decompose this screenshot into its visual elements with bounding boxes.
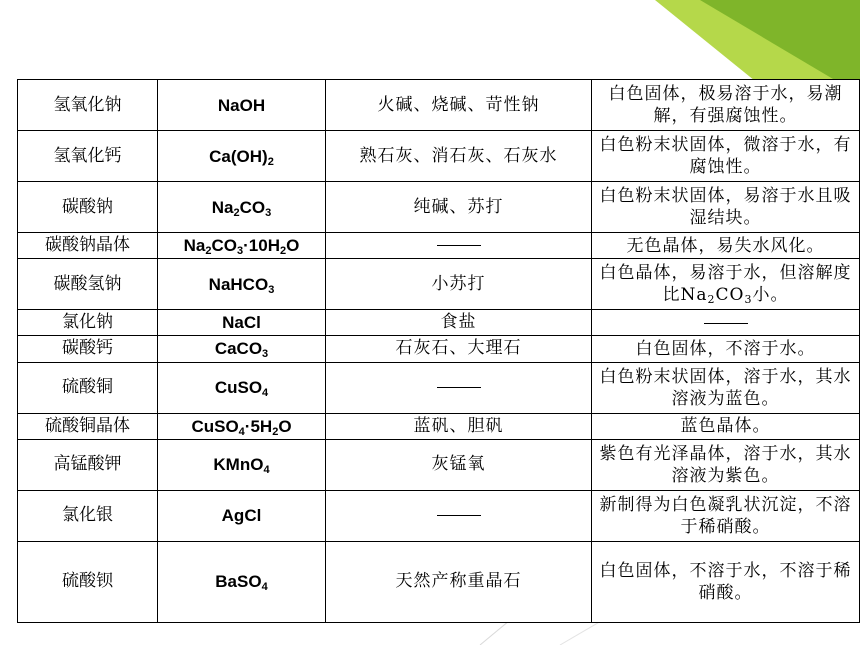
alias-cell [326,362,592,413]
formula-cell: $CuSO_4\cdot 5H_2O$ [158,413,326,439]
alias-cell: 灰锰氧 [326,439,592,490]
name-cell: 氢氧化钙 [18,131,158,182]
table-row [18,413,860,439]
table-row [18,490,860,541]
table-row [18,336,860,362]
description-cell [592,310,860,336]
alias-cell: 熟石灰、消石灰、石灰水 [326,131,592,182]
alias-cell: 天然产称重晶石 [326,541,592,622]
alias-cell: 石灰石、大理石 [326,336,592,362]
name-cell: 碳酸钙 [18,336,158,362]
formula-cell: BaSO$_4$ [158,541,326,622]
name-cell: 氯化钠 [18,310,158,336]
formula-cell: CuSO$_4$ [158,362,326,413]
table-row [18,182,860,233]
name-cell: 硫酸钡 [18,541,158,622]
table-row [18,131,860,182]
name-cell: 硫酸铜晶体 [18,413,158,439]
alias-cell: 纯碱、苏打 [326,182,592,233]
table-row [18,259,860,310]
empty-dash [437,245,481,246]
alias-cell: 小苏打 [326,259,592,310]
name-cell: 碳酸钠晶体 [18,233,158,259]
formula-cell: NaOH [158,80,326,131]
description-cell: 白色固体，不溶于水。 [592,336,860,362]
description-cell: 新制得为白色凝乳状沉淀，不溶于稀硝酸。 [592,490,860,541]
name-cell: 氯化银 [18,490,158,541]
description-cell: 白色粉末状固体，易溶于水且吸湿结块。 [592,182,860,233]
alias-cell [326,490,592,541]
formula-cell: CaCO$_3$ [158,336,326,362]
description-cell: 无色晶体，易失水风化。 [592,233,860,259]
description-cell: 白色粉末状固体，微溶于水，有腐蚀性。 [592,131,860,182]
formula-cell: $Ca(OH)_2$ [158,131,326,182]
chemicals-table [17,79,860,623]
description-cell: 紫色有光泽晶体，溶于水，其水溶液为紫色。 [592,439,860,490]
formula-cell: AgCl [158,490,326,541]
empty-dash [437,387,481,388]
name-cell: 碳酸氢钠 [18,259,158,310]
formula-cell: KMnO$_4$ [158,439,326,490]
name-cell: 硫酸铜 [18,362,158,413]
description-cell: 白色固体，不溶于水，不溶于稀硝酸。 [592,541,860,622]
table-row [18,80,860,131]
table-row [18,233,860,259]
name-cell: 碳酸钠 [18,182,158,233]
alias-cell: 蓝矾、胆矾 [326,413,592,439]
alias-cell [326,233,592,259]
table-row [18,310,860,336]
table-row [18,362,860,413]
formula-cell: $Na_2CO_3\cdot 10H_2O$ [158,233,326,259]
name-cell: 氢氧化钠 [18,80,158,131]
alias-cell: 食盐 [326,310,592,336]
formula-cell: $Na_2CO_3$ [158,182,326,233]
description-cell: 白色晶体，易溶于水，但溶解度比$Na_2CO_3$小。 [592,259,860,310]
description-cell: 白色粉末状固体，溶于水，其水溶液为蓝色。 [592,362,860,413]
alias-cell: 火碱、烧碱、苛性钠 [326,80,592,131]
table-row [18,541,860,622]
name-cell: 高锰酸钾 [18,439,158,490]
description-cell: 白色固体，极易溶于水，易潮解，有强腐蚀性。 [592,80,860,131]
formula-cell: NaHCO$_3$ [158,259,326,310]
table-row [18,439,860,490]
formula-cell: NaCl [158,310,326,336]
description-cell: 蓝色晶体。 [592,413,860,439]
chemicals-table-body [18,80,860,623]
empty-dash [704,323,748,324]
empty-dash [437,515,481,516]
